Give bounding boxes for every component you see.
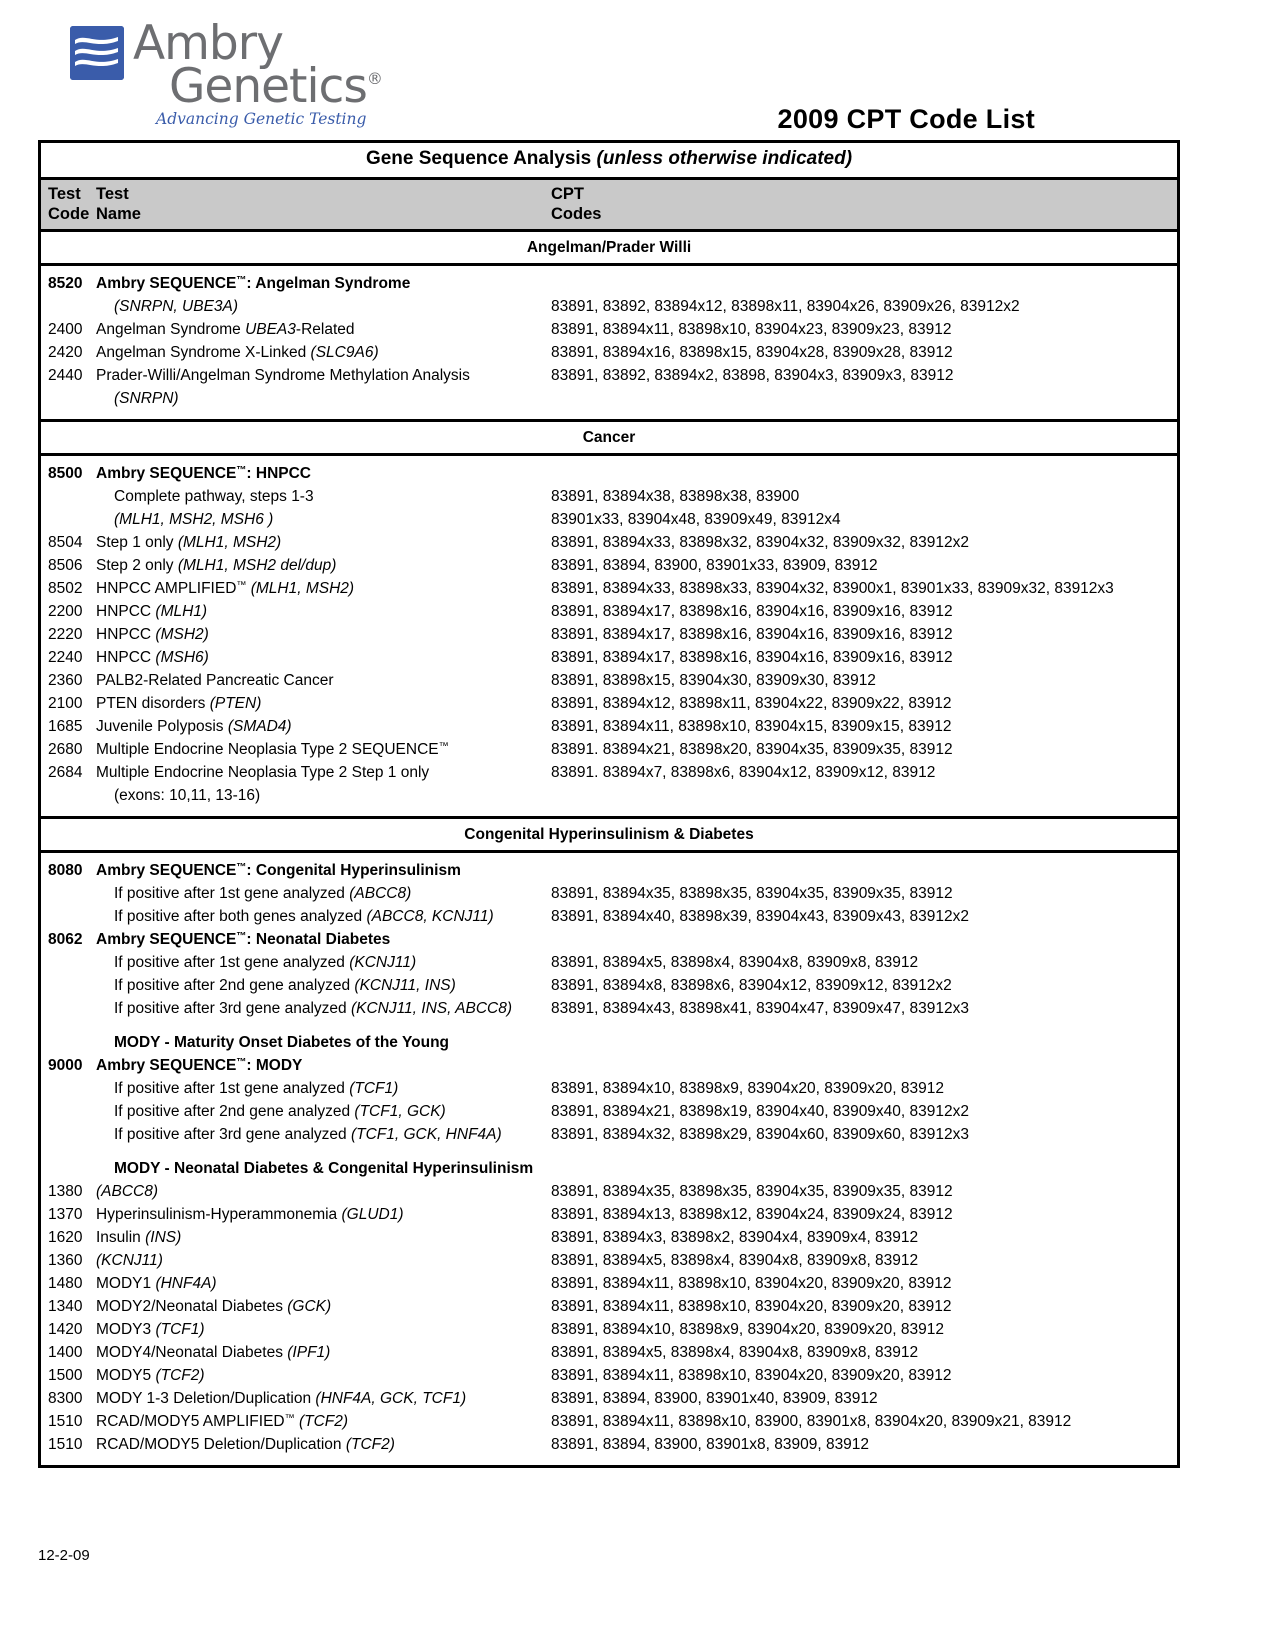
table-row: [41, 1227, 1177, 1250]
table-row: [41, 1158, 1177, 1181]
cell-cpt-codes: 83891, 83894x43, 83898x41, 83904x47, 83909x47, 83912x3: [551, 1000, 970, 1018]
table-row: [41, 647, 1177, 670]
cell-test-code: [41, 998, 96, 1021]
table-column-headers: [41, 180, 1177, 232]
cell-test-name: HNPCC AMPLIFIED™ (MLH1, MSH2): [96, 580, 355, 598]
cell-cpt-codes: 83891, 83894x16, 83898x15, 83904x28, 83909x28, 83912: [551, 344, 953, 362]
section-rows: [41, 266, 1177, 419]
table-row: [41, 578, 1177, 601]
cell-cpt-codes: 83901x33, 83904x48, 83909x49, 83912x4: [551, 511, 841, 529]
cell-test-code: [41, 952, 96, 975]
cell-test-code: 8080: [48, 862, 83, 880]
cell-test-code: [41, 883, 96, 906]
table-row: [41, 1388, 1177, 1411]
table-row: [41, 1273, 1177, 1296]
cell-cpt-codes: 83891, 83894x17, 83898x16, 83904x16, 83909x16, 83912: [551, 626, 953, 644]
table-row: [41, 1250, 1177, 1273]
cell-test-code: [41, 388, 96, 411]
table-row: [41, 906, 1177, 929]
logo-word-ambry: Ambry: [133, 16, 283, 71]
cell-test-name: RCAD/MODY5 Deletion/Duplication (TCF2): [96, 1436, 395, 1454]
cell-test-name: If positive after 3rd gene analyzed (TCF1, GCK, HNF4A): [114, 1126, 502, 1144]
cell-test-name: If positive after 2nd gene analyzed (TCF1, GCK): [114, 1103, 446, 1121]
cell-test-code: 1510: [48, 1436, 83, 1454]
table-row: [41, 509, 1177, 532]
table-row: [41, 1078, 1177, 1101]
cell-test-name: Ambry SEQUENCE™: MODY: [96, 1057, 303, 1075]
cell-cpt-codes: 83891, 83898x15, 83904x30, 83909x30, 83912: [551, 672, 876, 690]
table-row: [41, 1055, 1177, 1078]
cell-test-name: PTEN disorders (PTEN): [96, 695, 262, 713]
cell-test-code: 1400: [48, 1344, 83, 1362]
cell-test-code: [41, 785, 96, 808]
cell-cpt-codes: 83891, 83894x35, 83898x35, 83904x35, 83909x35, 83912: [551, 1183, 953, 1201]
cell-test-name: If positive after 1st gene analyzed (KCNJ11): [114, 954, 417, 972]
table-row: [41, 1204, 1177, 1227]
table-row: [41, 1365, 1177, 1388]
cell-test-code: 8520: [48, 275, 83, 293]
cell-cpt-codes: [551, 860, 1177, 883]
cell-test-code: [41, 486, 96, 509]
cell-test-code: [41, 509, 96, 532]
cell-cpt-codes: 83891, 83894x21, 83898x19, 83904x40, 83909x40, 83912x2: [551, 1103, 970, 1121]
table-row: [41, 388, 1177, 411]
cell-cpt-codes: [551, 1158, 1177, 1181]
table-row: [41, 365, 1177, 388]
cell-test-code: 1370: [48, 1206, 83, 1224]
table-row: [41, 883, 1177, 906]
cell-test-code: [41, 1101, 96, 1124]
cell-test-code: 8506: [48, 557, 83, 575]
cell-test-name: HNPCC (MSH6): [96, 649, 209, 667]
cell-cpt-codes: [551, 785, 1177, 808]
cell-cpt-codes: [551, 388, 1177, 411]
table-row: [41, 273, 1177, 296]
cell-cpt-codes: 83891, 83894x35, 83898x35, 83904x35, 83909x35, 83912: [551, 885, 953, 903]
cell-test-name: MODY4/Neonatal Diabetes (IPF1): [96, 1344, 331, 1362]
cell-test-name: Ambry SEQUENCE™: HNPCC: [96, 465, 311, 483]
table-row: [41, 1296, 1177, 1319]
registered-mark: ®: [366, 69, 382, 89]
cell-test-name: HNPCC (MLH1): [96, 603, 208, 621]
cell-test-name: Prader-Willi/Angelman Syndrome Methylation Analysis: [96, 367, 470, 385]
cell-test-code: 1620: [48, 1229, 83, 1247]
cell-cpt-codes: 83891, 83894x38, 83898x38, 83900: [551, 488, 800, 506]
cell-cpt-codes: 83891, 83894x11, 83898x10, 83904x20, 83909x20, 83912: [551, 1367, 952, 1385]
table-row: [41, 1124, 1177, 1147]
cell-test-code: 1480: [48, 1275, 83, 1293]
table-row: [41, 532, 1177, 555]
logo-wordmark: [133, 16, 382, 115]
cell-test-code: 1360: [48, 1252, 83, 1270]
cell-cpt-codes: [551, 1032, 1177, 1055]
cell-cpt-codes: 83891, 83894x5, 83898x4, 83904x8, 83909x8, 83912: [551, 954, 919, 972]
logo-tagline: Advancing Genetic Testing: [156, 110, 367, 129]
cell-test-name: Ambry SEQUENCE™: Angelman Syndrome: [96, 275, 411, 293]
cell-cpt-codes: 83891, 83894, 83900, 83901x8, 83909, 83912: [551, 1436, 870, 1454]
cell-cpt-codes: 83891, 83892, 83894x12, 83898x11, 83904x26, 83909x26, 83912x2: [551, 298, 1020, 316]
cell-test-code: [41, 1124, 96, 1147]
cell-test-code: 1420: [48, 1321, 83, 1339]
cell-test-name: Insulin (INS): [96, 1229, 182, 1247]
cell-test-name: (SNRPN): [114, 390, 179, 408]
cell-test-name: Complete pathway, steps 1-3: [114, 488, 314, 506]
table-row: [41, 624, 1177, 647]
table-row: [41, 670, 1177, 693]
cell-test-code: 8300: [48, 1390, 83, 1408]
ambry-wave-logo-icon: [70, 26, 124, 80]
cell-test-code: 1340: [48, 1298, 83, 1316]
cpt-code-table: [38, 140, 1180, 1468]
band-title-main: Gene Sequence Analysis: [365, 148, 592, 169]
cell-test-code: 8500: [48, 465, 83, 483]
cell-cpt-codes: [551, 929, 1177, 952]
cell-test-name: Hyperinsulinism-Hyperammonemia (GLUD1): [96, 1206, 404, 1224]
band-title-qualifier: (unless otherwise indicated): [596, 148, 853, 169]
cell-test-code: 2240: [48, 649, 83, 667]
table-row: [41, 1434, 1177, 1457]
cell-test-name: (SNRPN, UBE3A): [114, 298, 239, 316]
table-row: [41, 296, 1177, 319]
table-row: [41, 929, 1177, 952]
cell-test-name: PALB2-Related Pancreatic Cancer: [96, 672, 334, 690]
cell-test-code: 2680: [48, 741, 83, 759]
cell-test-name: Multiple Endocrine Neoplasia Type 2 Step 1 only: [96, 764, 430, 782]
cell-test-code: [41, 975, 96, 998]
cell-cpt-codes: 83891, 83894x10, 83898x9, 83904x20, 83909x20, 83912: [551, 1321, 945, 1339]
cell-test-code: 1500: [48, 1367, 83, 1385]
table-row: [41, 762, 1177, 785]
cell-cpt-codes: [551, 1055, 1177, 1078]
cell-test-name: If positive after 2nd gene analyzed (KCNJ11, INS): [114, 977, 456, 995]
cell-cpt-codes: 83891, 83894x33, 83898x33, 83904x32, 83900x1, 83901x33, 83909x32, 83912x3: [551, 580, 1114, 598]
cell-cpt-codes: [551, 463, 1177, 486]
cell-cpt-codes: 83891, 83894, 83900, 83901x33, 83909, 83912: [551, 557, 878, 575]
cell-test-name: Ambry SEQUENCE™: Neonatal Diabetes: [96, 931, 391, 949]
cell-test-code: 2360: [48, 672, 83, 690]
cell-test-name: If positive after 1st gene analyzed (TCF1): [114, 1080, 399, 1098]
cell-test-name: Step 1 only (MLH1, MSH2): [96, 534, 282, 552]
section-header-angelman-prader-willi: Angelman/Prader Willi: [41, 232, 1177, 266]
row-spacer: [41, 1021, 1177, 1032]
cell-test-code: 2400: [48, 321, 83, 339]
cell-test-code: 8504: [48, 534, 83, 552]
cell-test-code: 2440: [48, 367, 83, 385]
table-row: [41, 1032, 1177, 1055]
cell-cpt-codes: 83891, 83894x11, 83898x10, 83904x20, 83909x20, 83912: [551, 1275, 952, 1293]
cell-test-name: If positive after 1st gene analyzed (ABCC8): [114, 885, 412, 903]
cell-test-name: If positive after 3rd gene analyzed (KCNJ11, INS, ABCC8): [114, 1000, 513, 1018]
cell-test-code: 2220: [48, 626, 83, 644]
cell-cpt-codes: 83891, 83894x3, 83898x2, 83904x4, 83909x4, 83912: [551, 1229, 919, 1247]
column-header-test-name: Test Name: [96, 184, 141, 224]
section-header-congenital-hyperinsulinism-diabetes: Congenital Hyperinsulinism & Diabetes: [41, 816, 1177, 853]
cell-test-code: [41, 906, 96, 929]
cell-test-name: (exons: 10,11, 13-16): [114, 787, 261, 805]
cell-test-name: HNPCC (MSH2): [96, 626, 209, 644]
cell-test-code: [41, 1158, 96, 1181]
section-rows: [41, 853, 1177, 1465]
company-logo: [70, 16, 382, 129]
cell-cpt-codes: 83891, 83894x17, 83898x16, 83904x16, 83909x16, 83912: [551, 649, 953, 667]
cell-cpt-codes: 83891, 83894x40, 83898x39, 83904x43, 83909x43, 83912x2: [551, 908, 970, 926]
cell-cpt-codes: 83891. 83894x7, 83898x6, 83904x12, 83909x12, 83912: [551, 764, 936, 782]
cell-cpt-codes: 83891, 83894x17, 83898x16, 83904x16, 83909x16, 83912: [551, 603, 953, 621]
table-row: [41, 555, 1177, 578]
table-row: [41, 998, 1177, 1021]
logo-row: [70, 16, 382, 115]
table-row: [41, 785, 1177, 808]
cell-test-name: Step 2 only (MLH1, MSH2 del/dup): [96, 557, 337, 575]
section-rows: [41, 456, 1177, 816]
logo-word-genetics: Genetics®: [169, 59, 382, 115]
cell-test-code: 8062: [48, 931, 83, 949]
cell-cpt-codes: 83891. 83894x21, 83898x20, 83904x35, 83909x35, 83912: [551, 741, 953, 759]
table-row: [41, 739, 1177, 762]
table-row: [41, 601, 1177, 624]
footer-date: 12-2-09: [38, 1547, 90, 1564]
cell-test-name: Angelman Syndrome UBEA3-Related: [96, 321, 355, 339]
cell-cpt-codes: [551, 273, 1177, 296]
cell-test-code: 8502: [48, 580, 83, 598]
cell-test-name: MODY3 (TCF1): [96, 1321, 205, 1339]
cell-cpt-codes: 83891, 83894x10, 83898x9, 83904x20, 83909x20, 83912: [551, 1080, 945, 1098]
cell-test-code: 1380: [48, 1183, 83, 1201]
cell-cpt-codes: 83891, 83892, 83894x2, 83898, 83904x3, 83909x3, 83912: [551, 367, 954, 385]
cell-test-code: 2684: [48, 764, 83, 782]
table-row: [41, 975, 1177, 998]
cell-cpt-codes: 83891, 83894x33, 83898x32, 83904x32, 83909x32, 83912x2: [551, 534, 970, 552]
cell-cpt-codes: 83891, 83894x8, 83898x6, 83904x12, 83909x12, 83912x2: [551, 977, 952, 995]
cell-cpt-codes: 83891, 83894x11, 83898x10, 83904x20, 83909x20, 83912: [551, 1298, 952, 1316]
table-row: [41, 716, 1177, 739]
cell-test-name: Ambry SEQUENCE™: Congenital Hyperinsulinism: [96, 862, 461, 880]
cell-cpt-codes: 83891, 83894, 83900, 83901x40, 83909, 83912: [551, 1390, 878, 1408]
cell-cpt-codes: 83891, 83894x11, 83898x10, 83904x23, 83909x23, 83912: [551, 321, 952, 339]
cell-cpt-codes: 83891, 83894x12, 83898x11, 83904x22, 83909x22, 83912: [551, 695, 952, 713]
cell-test-name: Multiple Endocrine Neoplasia Type 2 SEQUENCE™: [96, 741, 449, 759]
table-row: [41, 1342, 1177, 1365]
page-header: [0, 0, 1275, 140]
row-spacer: [41, 1147, 1177, 1158]
cell-cpt-codes: 83891, 83894x5, 83898x4, 83904x8, 83909x8, 83912: [551, 1252, 919, 1270]
cell-test-name: MODY 1-3 Deletion/Duplication (HNF4A, GCK, TCF1): [96, 1390, 467, 1408]
table-row: [41, 952, 1177, 975]
cell-test-name: MODY1 (HNF4A): [96, 1275, 217, 1293]
cell-test-name: (KCNJ11): [96, 1252, 163, 1270]
table-sections: [41, 232, 1177, 1465]
table-row: [41, 693, 1177, 716]
cell-cpt-codes: 83891, 83894x32, 83898x29, 83904x60, 83909x60, 83912x3: [551, 1126, 970, 1144]
table-row: [41, 1411, 1177, 1434]
cell-test-name: MODY2/Neonatal Diabetes (GCK): [96, 1298, 332, 1316]
table-row: [41, 1319, 1177, 1342]
cell-test-name: RCAD/MODY5 AMPLIFIED™ (TCF2): [96, 1413, 349, 1431]
section-header-cancer: Cancer: [41, 419, 1177, 456]
cell-test-name: (MLH1, MSH2, MSH6 ): [114, 511, 274, 529]
cell-test-name: MODY - Neonatal Diabetes & Congenital Hyperinsulinism: [114, 1160, 534, 1178]
cell-test-name: Angelman Syndrome X-Linked (SLC9A6): [96, 344, 379, 362]
cell-test-name: If positive after both genes analyzed (ABCC8, KCNJ11): [114, 908, 494, 926]
table-band-title: [41, 143, 1177, 180]
table-row: [41, 319, 1177, 342]
cell-test-name: MODY - Maturity Onset Diabetes of the Young: [114, 1034, 450, 1052]
cell-test-code: 1510: [48, 1413, 83, 1431]
cell-test-name: Juvenile Polyposis (SMAD4): [96, 718, 292, 736]
cell-cpt-codes: 83891, 83894x11, 83898x10, 83904x15, 83909x15, 83912: [551, 718, 952, 736]
cell-test-code: 2420: [48, 344, 83, 362]
column-header-cpt-codes: CPT Codes: [551, 184, 602, 224]
table-row: [41, 486, 1177, 509]
cell-cpt-codes: 83891, 83894x13, 83898x12, 83904x24, 83909x24, 83912: [551, 1206, 953, 1224]
cell-test-code: 2100: [48, 695, 83, 713]
cell-cpt-codes: 83891, 83894x5, 83898x4, 83904x8, 83909x8, 83912: [551, 1344, 919, 1362]
table-row: [41, 1101, 1177, 1124]
table-row: [41, 463, 1177, 486]
table-row: [41, 342, 1177, 365]
page-title: 2009 CPT Code List: [777, 104, 1035, 134]
cell-test-code: [41, 296, 96, 319]
cell-test-name: (ABCC8): [96, 1183, 159, 1201]
cell-test-code: 2200: [48, 603, 83, 621]
table-row: [41, 1181, 1177, 1204]
cell-test-code: 9000: [48, 1057, 83, 1075]
cell-test-name: MODY5 (TCF2): [96, 1367, 205, 1385]
column-header-test-code: Test Code: [48, 184, 90, 224]
table-row: [41, 860, 1177, 883]
cell-cpt-codes: 83891, 83894x11, 83898x10, 83900, 83901x8, 83904x20, 83909x21, 83912: [551, 1413, 1072, 1431]
cell-test-code: [41, 1032, 96, 1055]
cell-test-code: [41, 1078, 96, 1101]
cell-test-code: 1685: [48, 718, 83, 736]
